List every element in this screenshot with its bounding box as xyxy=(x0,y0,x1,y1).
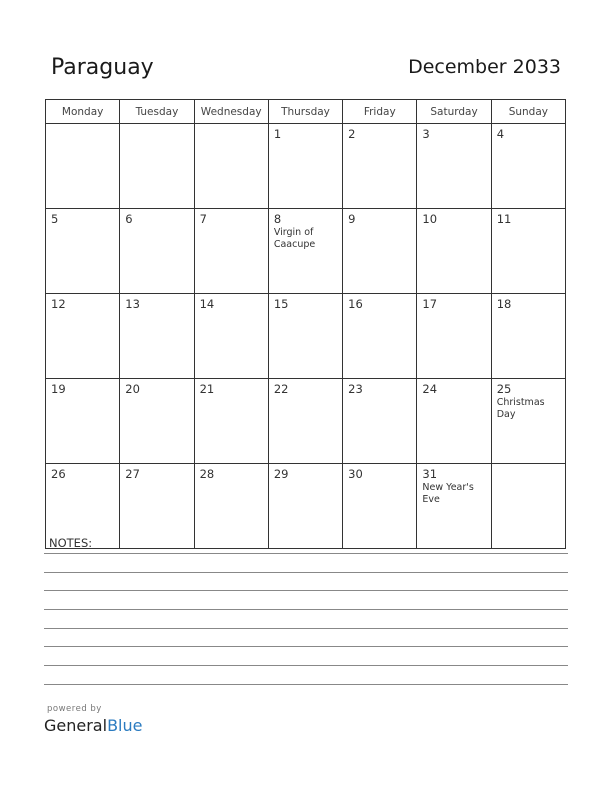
day-number: 25 xyxy=(496,382,512,396)
day-cell xyxy=(491,209,565,294)
day-number: 8 xyxy=(273,212,282,226)
note-line xyxy=(44,628,568,629)
day-cell xyxy=(417,464,491,549)
calendar-week-row xyxy=(46,464,566,549)
note-line xyxy=(44,646,568,647)
day-number: 12 xyxy=(51,297,66,311)
day-cell xyxy=(343,124,417,209)
note-line xyxy=(44,684,568,685)
day-number: 9 xyxy=(348,212,356,226)
day-cell xyxy=(343,209,417,294)
day-cell xyxy=(491,464,565,549)
day-number: 31 xyxy=(422,467,438,481)
day-cell xyxy=(343,464,417,549)
day-cell xyxy=(194,294,268,379)
holiday-label: New Year's Eve xyxy=(422,482,474,505)
day-number: 27 xyxy=(125,467,140,481)
day-number: 30 xyxy=(348,467,363,481)
day-cell xyxy=(46,379,120,464)
day-cell xyxy=(491,294,565,379)
month-title: December 2033 xyxy=(408,56,561,78)
day-number: 5 xyxy=(51,212,59,226)
day-number: 10 xyxy=(422,212,438,226)
weekday-sunday: Sunday xyxy=(491,100,565,124)
weekday-monday: Monday xyxy=(46,100,120,124)
day-cell xyxy=(120,464,194,549)
weekday-thursday: Thursday xyxy=(268,100,342,124)
day-number: 20 xyxy=(125,382,140,396)
calendar-body xyxy=(46,124,566,549)
note-line xyxy=(44,665,568,666)
day-number: 11 xyxy=(496,212,512,226)
day-number: 4 xyxy=(496,127,505,141)
note-line xyxy=(44,553,568,554)
day-cell xyxy=(194,124,268,209)
day-cell xyxy=(268,124,342,209)
generalblue-logo xyxy=(44,716,142,735)
day-cell xyxy=(343,294,417,379)
day-cell xyxy=(491,124,565,209)
country-title: Paraguay xyxy=(51,55,154,80)
day-cell xyxy=(491,379,565,464)
calendar-week-row xyxy=(46,294,566,379)
day-cell xyxy=(194,379,268,464)
day-number: 24 xyxy=(422,382,438,396)
day-cell xyxy=(343,379,417,464)
day-number: 7 xyxy=(199,212,207,226)
day-number: 21 xyxy=(199,382,215,396)
calendar-week-row xyxy=(46,379,566,464)
logo-general: General xyxy=(44,716,108,735)
day-number: 15 xyxy=(273,297,289,311)
day-cell xyxy=(120,379,194,464)
day-cell xyxy=(268,464,342,549)
powered-by-text: powered by xyxy=(47,704,102,714)
day-number: 2 xyxy=(348,127,356,141)
day-cell xyxy=(417,294,491,379)
day-number: 1 xyxy=(273,127,282,141)
day-cell xyxy=(120,209,194,294)
day-number: 13 xyxy=(125,297,140,311)
day-cell xyxy=(46,294,120,379)
note-line xyxy=(44,609,568,610)
day-cell xyxy=(268,209,342,294)
weekday-wednesday: Wednesday xyxy=(194,100,268,124)
day-number: 22 xyxy=(273,382,289,396)
day-cell xyxy=(120,124,194,209)
day-cell xyxy=(417,209,491,294)
weekday-header-row xyxy=(46,100,566,124)
day-number: 14 xyxy=(199,297,215,311)
weekday-saturday: Saturday xyxy=(417,100,491,124)
day-cell xyxy=(46,124,120,209)
weekday-tuesday: Tuesday xyxy=(120,100,194,124)
day-cell xyxy=(46,209,120,294)
day-number: 3 xyxy=(422,127,430,141)
day-number: 28 xyxy=(199,467,215,481)
day-number: 23 xyxy=(348,382,363,396)
note-line xyxy=(44,572,568,573)
calendar-week-row xyxy=(46,209,566,294)
calendar-week-row xyxy=(46,124,566,209)
day-cell xyxy=(417,124,491,209)
day-number: 17 xyxy=(422,297,438,311)
holiday-label: Christmas Day xyxy=(496,397,545,420)
day-number: 16 xyxy=(348,297,363,311)
holiday-label: Virgin of Caacupe xyxy=(273,227,316,250)
day-number: 6 xyxy=(125,212,133,226)
day-cell xyxy=(194,464,268,549)
notes-label: NOTES: xyxy=(49,536,93,550)
day-cell xyxy=(194,209,268,294)
day-number: 29 xyxy=(273,467,289,481)
day-cell xyxy=(268,294,342,379)
calendar-grid xyxy=(45,99,566,549)
day-cell xyxy=(417,379,491,464)
day-number: 18 xyxy=(496,297,512,311)
weekday-friday: Friday xyxy=(343,100,417,124)
day-number: 26 xyxy=(51,467,66,481)
day-cell xyxy=(268,379,342,464)
day-cell xyxy=(120,294,194,379)
note-line xyxy=(44,590,568,591)
logo-blue: Blue xyxy=(107,716,143,735)
day-number: 19 xyxy=(51,382,66,396)
